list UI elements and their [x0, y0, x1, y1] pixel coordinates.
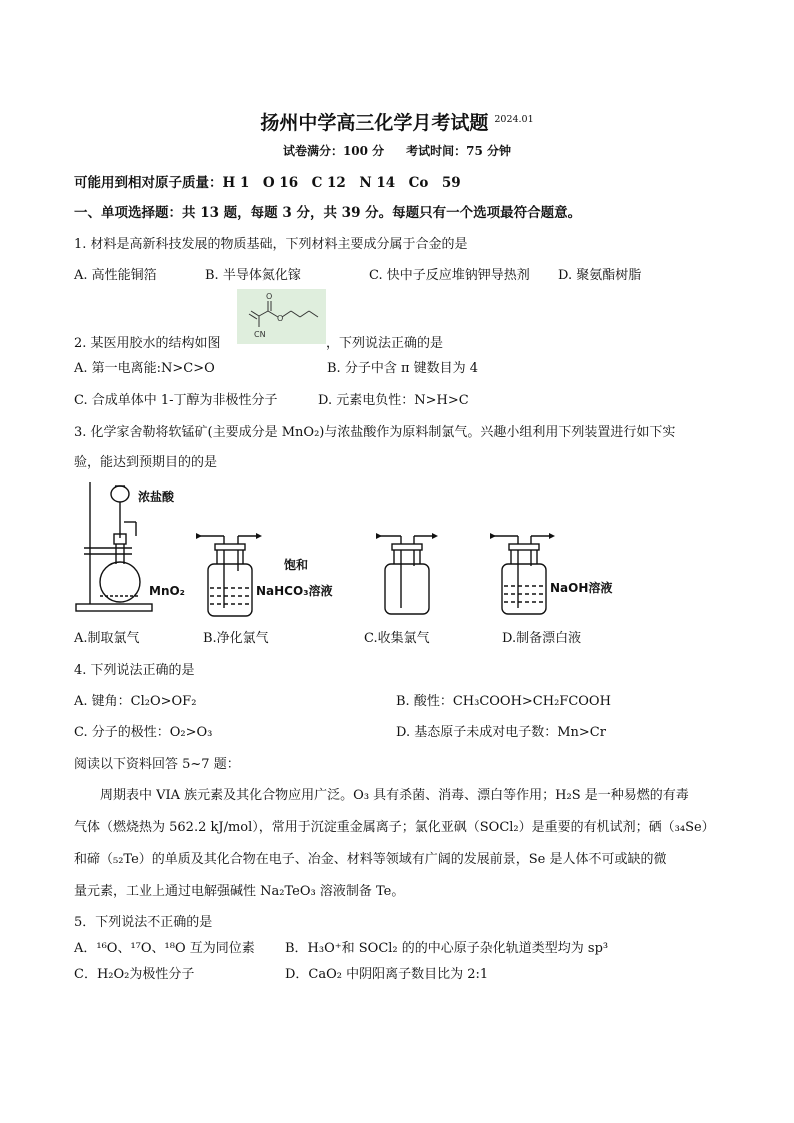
mol-cn-label: CN	[254, 330, 266, 339]
mol-oxygen-label: O	[266, 292, 273, 301]
label-mno2: MnO₂	[149, 584, 185, 598]
title-text: 扬州中学高三化学月考试题	[260, 112, 489, 134]
exam-time: 考试时间：75 分钟	[406, 144, 512, 158]
reading-line-4: 量元素，工业上通过电解强碱性 Na₂TeO₃ 溶液制备 Te。	[74, 884, 405, 899]
dropping-funnel	[111, 486, 129, 502]
q2-stem-pre: 2. 某医用胶水的结构如图	[74, 336, 221, 351]
q1-option-d: D. 聚氨酯树脂	[558, 268, 642, 283]
exam-info	[0, 142, 794, 159]
q4-option-c: C. 分子的极性：O₂>O₃	[74, 725, 213, 740]
section-heading: 一、单项选择题：共 13 题，每题 3 分，共 39 分。每题只有一个选项最符合题意。	[74, 205, 582, 221]
q3-option-c: C.收集氯气	[364, 631, 430, 646]
collecting-bottle-c	[385, 564, 429, 614]
stand-base	[76, 604, 152, 611]
title-date: 2024.01	[494, 113, 534, 125]
q3-stem-line2: 验，能达到预期目的的是	[74, 455, 218, 470]
label-conc-hcl: 浓盐酸	[138, 490, 175, 504]
wash-bottle-b	[208, 564, 252, 616]
q2-option-d: D. 元素电负性：N>H>C	[318, 393, 469, 408]
q2-option-c: C. 合成单体中 1-丁醇为非极性分子	[74, 393, 278, 408]
full-score: 试卷满分：100 分	[282, 144, 385, 158]
label-naoh: NaOH溶液	[550, 581, 613, 595]
mol-ester-oxygen-label: O	[277, 314, 284, 323]
q5-stem: 5．下列说法不正确的是	[74, 915, 213, 930]
q5-option-d: D．CaO₂ 中阴阳离子数目比为 2:1	[285, 967, 489, 982]
q2-option-b: B. 分子中含 π 键数目为 4	[327, 361, 479, 376]
reading-line-1: 周期表中 VIA 族元素及其化合物应用广泛。O₃ 具有杀菌、消毒、漂白等作用；H₂S 是一种易燃的有毒	[100, 788, 689, 803]
label-nahco3: NaHCO₃溶液	[256, 584, 333, 598]
q4-stem: 4. 下列说法正确的是	[74, 663, 195, 678]
q4-option-b: B. 酸性：CH₃COOH>CH₂FCOOH	[396, 694, 611, 709]
q3-option-d: D.制备漂白液	[502, 631, 582, 646]
q1-option-a: A. 高性能铜箔	[74, 268, 157, 283]
reading-intro: 阅读以下资料回答 5~7 题：	[74, 757, 240, 772]
q1-stem: 1. 材料是高新科技发展的物质基础，下列材料主要成分属于合金的是	[74, 237, 468, 252]
q1-option-c: C. 快中子反应堆钠钾导热剂	[369, 268, 530, 283]
q4-option-a: A. 键角：Cl₂O>OF₂	[74, 694, 197, 709]
q2-stem-post: ，下列说法正确的是	[326, 336, 444, 351]
glue-structure-image	[237, 289, 326, 344]
q5-option-c: C．H₂O₂为极性分子	[74, 967, 195, 982]
q2-option-a: A. 第一电离能:N>C>O	[74, 361, 215, 376]
q4-option-d: D. 基态原子未成对电子数：Mn>Cr	[396, 725, 606, 740]
page-title	[0, 108, 794, 135]
q3-apparatus-figure	[70, 476, 690, 626]
label-saturated: 饱和	[284, 558, 309, 572]
reading-line-2: 气体（燃烧热为 562.2 kJ/mol），常用于沉淀重金属离子；氯化亚砜（SOCl₂）是重要的有机试剂；硒（₃₄Se）	[74, 820, 715, 835]
absorption-bottle-d	[502, 564, 546, 614]
q3-stem-line1: 3. 化学家舍勒将软锰矿(主要成分是 MnO₂)与浓盐酸作为原料制氯气。兴趣小组利用下列装置进行如下实	[74, 425, 676, 440]
reading-line-3: 和碲（₅₂Te）的单质及其化合物在电子、冶金、材料等领域有广阔的发展前景，Se 是人体不可或缺的微	[74, 852, 667, 867]
q3-option-a: A.制取氯气	[74, 631, 140, 646]
q1-option-b: B. 半导体氮化镓	[205, 268, 301, 283]
molecule-structure	[237, 289, 326, 344]
q5-option-b: B．H₃O⁺和 SOCl₂ 的的中心原子杂化轨道类型均为 sp³	[285, 941, 609, 956]
q5-option-a: A．¹⁶O、¹⁷O、¹⁸O 互为同位素	[74, 941, 255, 956]
atomic-mass-line: 可能用到相对原子质量：H 1 O 16 C 12 N 14 Co 59	[74, 175, 461, 191]
q3-option-b: B.净化氯气	[203, 631, 269, 646]
